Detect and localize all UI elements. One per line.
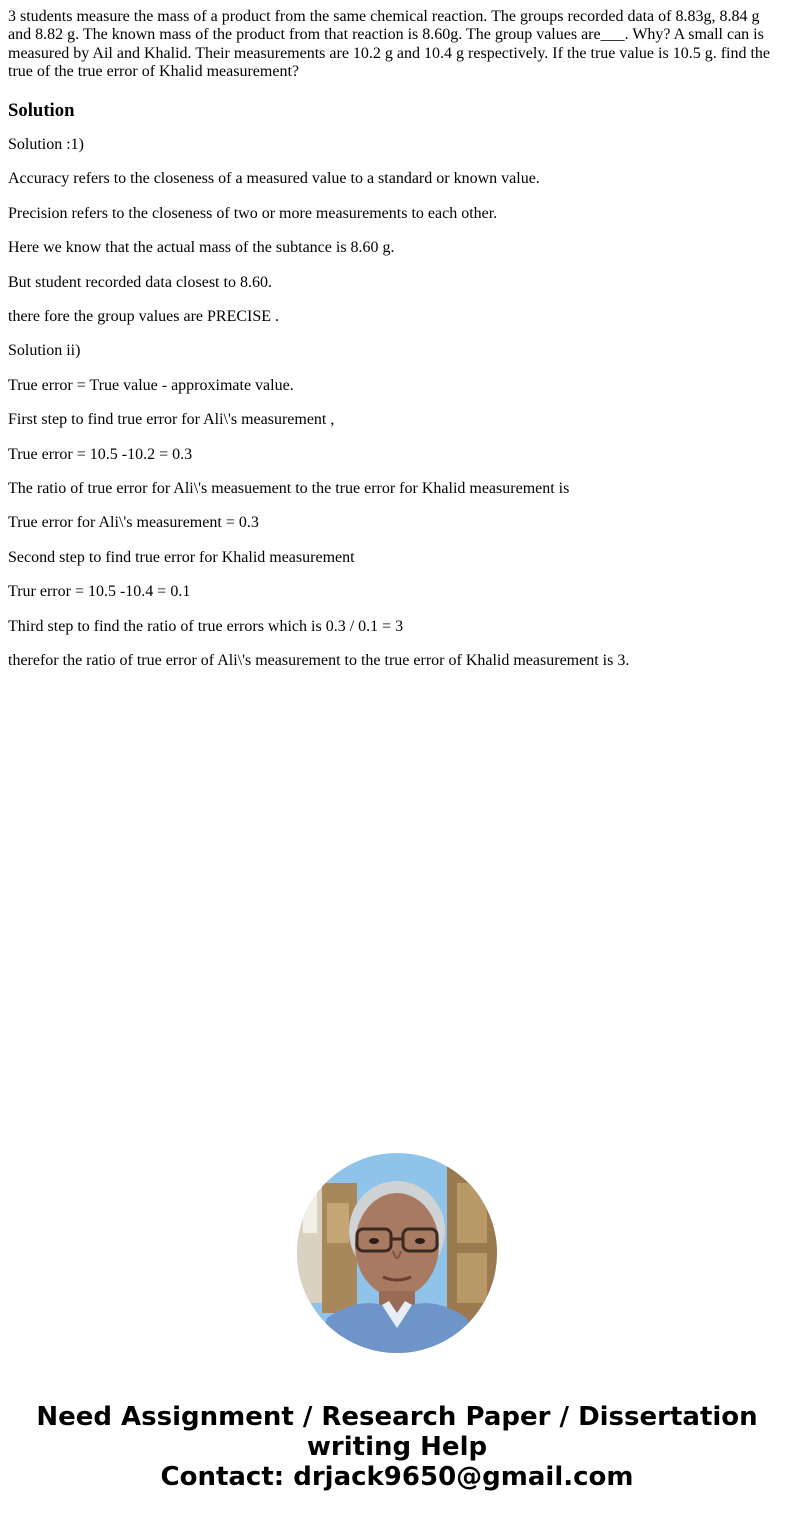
profile-photo-icon bbox=[297, 1153, 497, 1353]
promo-line-2: writing Help bbox=[306, 1432, 488, 1462]
solution-line: First step to find true error for Ali\'s measurement , bbox=[8, 411, 335, 429]
promo-line-1: Need Assignment / Research Paper / Dissertation bbox=[36, 1402, 758, 1432]
solution-heading: Solution bbox=[8, 99, 75, 121]
solution-line: True error = 10.5 -10.2 = 0.3 bbox=[8, 445, 193, 463]
document-content bbox=[8, 8, 786, 670]
solution-line: Accuracy refers to the closeness of a measured value to a standard or known value. bbox=[8, 170, 540, 188]
solution-line: Solution ii) bbox=[8, 342, 81, 360]
promo-banner bbox=[0, 1402, 794, 1492]
solution-line: Second step to find true error for Khalid measurement bbox=[8, 548, 355, 566]
solution-line: there fore the group values are PRECISE . bbox=[8, 308, 280, 326]
solution-line: Precision refers to the closeness of two or more measurements to each other. bbox=[8, 204, 498, 222]
solution-line: Solution :1) bbox=[8, 136, 85, 154]
solution-line: The ratio of true error for Ali\'s measuement to the true error for Khalid measurement is bbox=[8, 479, 570, 497]
solution-line: therefor the ratio of true error of Ali\'s measurement to the true error of Khalid measurement is 3. bbox=[8, 651, 630, 669]
solution-line: True error for Ali\'s measurement = 0.3 bbox=[8, 514, 259, 532]
solution-line: Here we know that the actual mass of the subtance is 8.60 g. bbox=[8, 239, 395, 257]
question-text: 3 students measure the mass of a product from the same chemical reaction. The groups recorded data of 8.83g, 8.84 g and 8.82 g. The known mass of the product from that reaction is 8.60g. The group values are___. Why? A small can is measured by Ail and Khalid. Their measurements are 10.2 g and 10.4 g respectively. If the true value is 10.5 g. find the true of the true error of Khalid measurement? bbox=[8, 8, 771, 81]
promo-contact: Contact: drjack9650@gmail.com bbox=[160, 1462, 634, 1492]
solution-line: But student recorded data closest to 8.60. bbox=[8, 273, 272, 291]
solution-line: Third step to find the ratio of true errors which is 0.3 / 0.1 = 3 bbox=[8, 617, 404, 635]
solution-body bbox=[8, 136, 786, 670]
solution-line: Trur error = 10.5 -10.4 = 0.1 bbox=[8, 583, 191, 601]
avatar bbox=[297, 1153, 497, 1353]
solution-line: True error = True value - approximate value. bbox=[8, 376, 294, 394]
